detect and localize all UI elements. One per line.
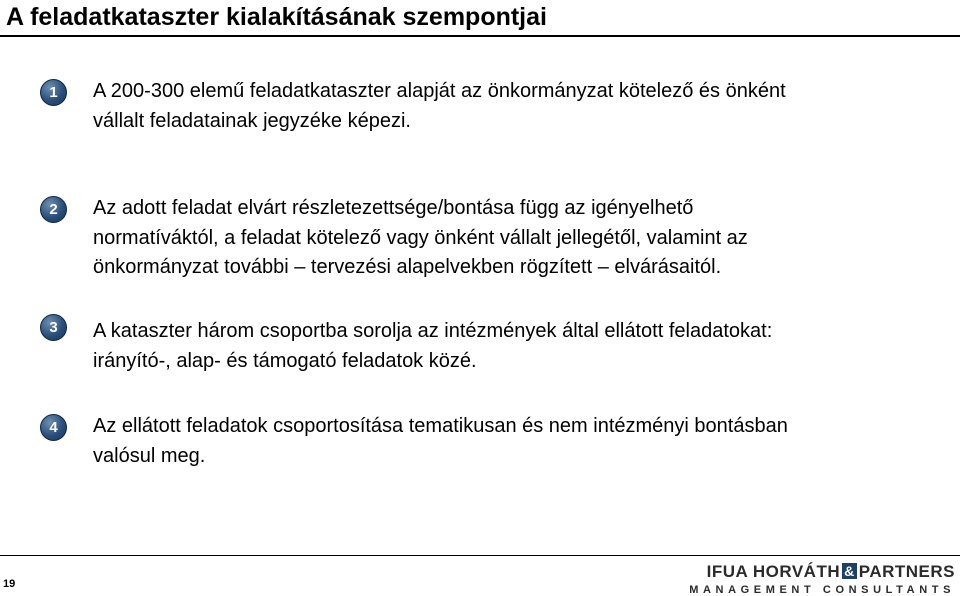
item-text: A kataszter három csoportba sorolja az intézmények által ellátott feladatokat: irányító-, alap- és támogató feladatok közé.	[93, 320, 773, 372]
item-text: Az ellátott feladatok csoportosítása tematikusan és nem intézményi bontásban valósul meg.	[93, 415, 788, 467]
logo-ampersand: &	[844, 563, 855, 579]
footer-divider	[0, 555, 960, 556]
title-divider	[0, 35, 960, 37]
logo-tagline: MANAGEMENT CONSULTANTS	[689, 584, 955, 596]
page-number: 19	[3, 578, 16, 590]
item-text: A 200-300 elemű feladatkataszter alapját az önkormányzat kötelező és önként vállalt feladatainak jegyzéke képezi.	[93, 80, 786, 132]
logo-right-text: PARTNERS	[858, 562, 955, 581]
logo-left-text: IFUA HORVÁTH	[706, 562, 841, 581]
number-badge-icon: 1	[40, 79, 67, 106]
number-badge-icon: 2	[40, 196, 67, 223]
number-badge-icon: 3	[40, 314, 67, 341]
logo-wordmark	[689, 562, 955, 582]
company-logo	[689, 562, 955, 596]
item-text: Az adott feladat elvárt részletezettsége/bontása függ az igényelhető normatíváktól, a feladat kötelező vagy önként vállalt jellegétől, valamint az önkormányzat további – tervezési alapelvekben rögzített – elvárásaitól.	[93, 197, 748, 278]
page-title: A feladatkataszter kialakításának szempontjai	[6, 3, 547, 31]
number-badge-icon: 4	[40, 414, 67, 441]
